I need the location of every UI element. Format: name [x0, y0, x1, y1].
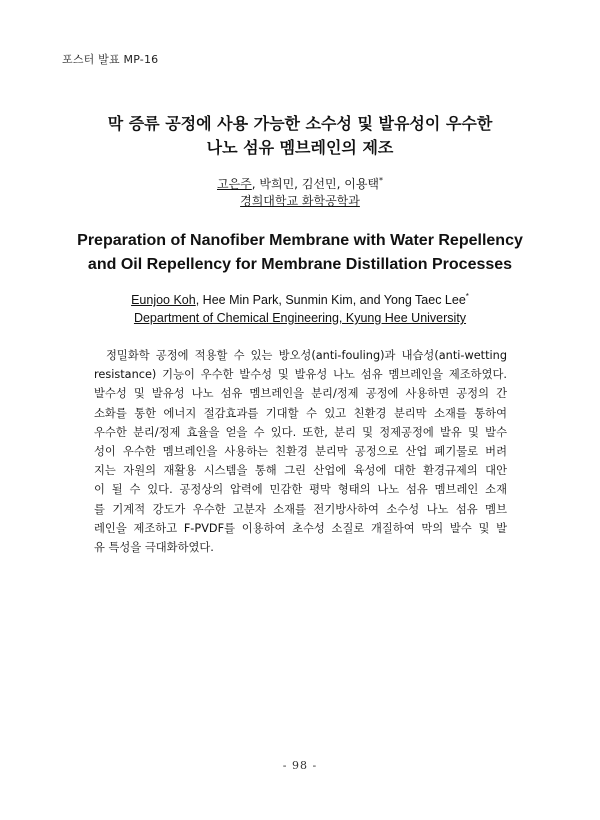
abstract-line: 지는 자원의 재활용 시스템을 통해 그린 산업에 육성에 대한 환경규제의 대안	[94, 464, 507, 478]
abstract-line: 우수한 분리/정제 효율을 얻을 수 있다. 또한, 분리 및 정제공정에 발유 및 발수	[94, 425, 507, 439]
korean-affiliation-text: 경희대학교 화학공학과	[240, 194, 360, 208]
english-title	[0, 229, 600, 277]
english-title-line-2: and Oil Repellency for Membrane Distillation Processes	[87, 256, 513, 273]
korean-title	[0, 112, 600, 160]
english-corresponding-mark: *	[465, 291, 469, 301]
english-title-line-1: Preparation of Nanofiber Membrane with Water Repellency	[77, 232, 523, 249]
abstract-line: resistance) 기능이 우수한 발수성 및 발유성 나노 섬유 멤브레인을 제조하였다.	[94, 368, 507, 382]
abstract-line: 를 기계적 강도가 우수한 고분자 소재를 전기방사하여 소수성 나노 섬유 멤브	[94, 502, 507, 516]
english-affiliation-text: Department of Chemical Engineering, Kyung Hee University	[133, 311, 467, 325]
korean-title-line-1: 막 증류 공정에 사용 가능한 소수성 및 발유성이 우수한	[107, 114, 493, 133]
abstract-line: 이 될 수 있다. 공정상의 압력에 민감한 평막 형태의 나노 섬유 멤브레인 소재	[94, 483, 507, 497]
korean-authors	[0, 176, 600, 193]
page-number: - 98 -	[282, 759, 318, 772]
korean-coauthors: , 박희민, 김선민, 이용택	[251, 177, 379, 191]
abstract-line: 성이 우수한 멤브레인을 사용하는 친환경 분리막 공정으로 산업 폐기물로 버려	[94, 444, 507, 458]
abstract-line: 정밀화학 공정에 적용할 수 있는 방오성(anti-fouling)과 내습성(anti-wetting	[106, 349, 507, 362]
english-affiliation	[0, 310, 600, 327]
abstract-line: 유 특성을 극대화하였다.	[94, 540, 214, 554]
english-coauthors: , Hee Min Park, Sunmin Kim, and Yong Taec Lee	[195, 293, 466, 307]
abstract-line: 레인을 제조하고 F-PVDF를 이용하여 초수성 소질로 개질하여 막의 발수 및 발	[94, 521, 507, 535]
korean-title-line-2: 나노 섬유 멤브레인의 제조	[206, 138, 394, 157]
english-presenting-author: Eunjoo Koh	[131, 293, 196, 307]
abstract-body	[94, 346, 507, 557]
abstract-line: 소화를 통한 에너지 절감효과를 기대할 수 있고 친환경 분리막 소재를 통하여	[94, 406, 507, 420]
english-authors	[0, 292, 600, 309]
abstract-line: 발수성 및 발유성 나노 섬유 멤브레인을 분리/정제 공정에 사용하면 공정의 간	[94, 387, 507, 401]
korean-presenting-author: 고은주	[217, 177, 252, 191]
session-label: 포스터 발표 MP-16	[62, 53, 159, 66]
korean-corresponding-mark: *	[379, 176, 383, 185]
korean-affiliation	[0, 193, 600, 210]
